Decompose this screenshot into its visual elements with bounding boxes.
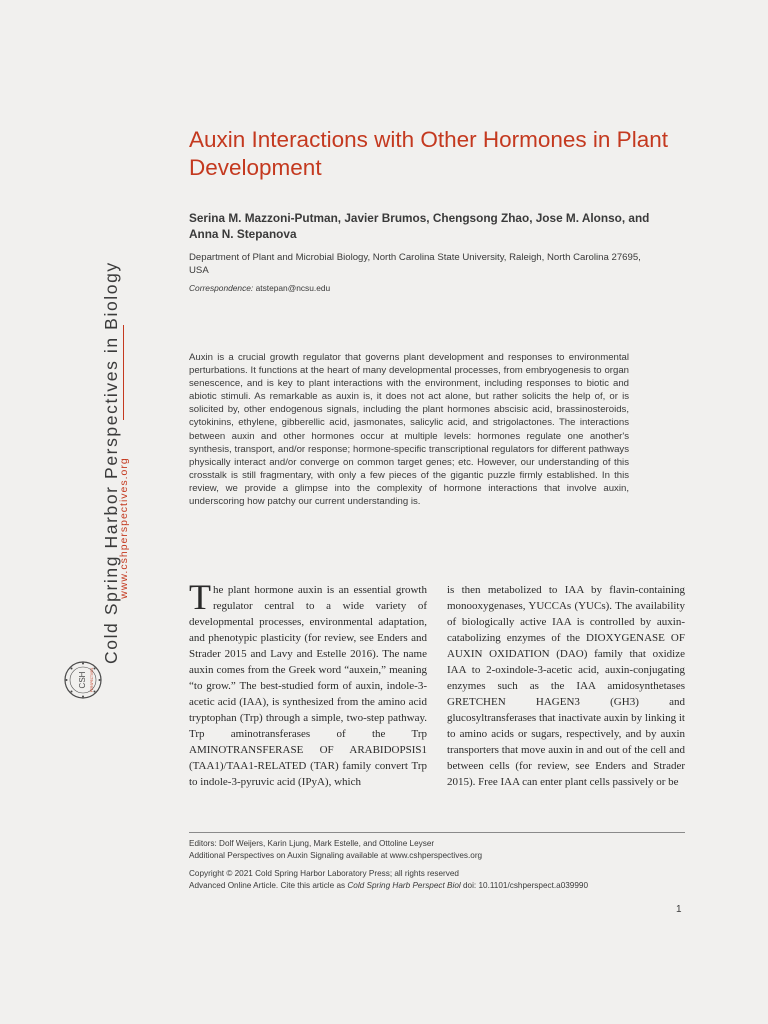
journal-name: Cold Spring Harbor Perspectives in Biology	[101, 261, 121, 664]
author-list: Serina M. Mazzoni-Putman, Javier Brumos, Chengsong Zhao, Jose M. Alonso, and Anna N. Stepanova	[189, 211, 650, 241]
body-left-text: he plant hormone auxin is an essential growth regulator central to a wide variety of developmental processes, environmental adaptation, and phenotypic plasticity (for review, see Enders and Strader 2015 and Lavy and Estelle 2016). The name auxin comes from the Greek word “auxein,” meaning “to grow.” The best-studied form of auxin, indole-3-acetic acid (IAA), is synthesized from the amino acid tryptophan (Trp) through a simple, two-step pathway. Trp aminotransferases of the Trp AMINOTRANSFERASE OF ARABIDOPSIS1 (TAA1)/TAA1-RELATED (TAR) family convert Trp to indole-3-pyruvic acid (IPyA), which	[189, 584, 427, 788]
affiliation: Department of Plant and Microbial Biology, North Carolina State University, Raleigh, North Carolina 27695, USA	[189, 252, 641, 276]
body-column-left	[189, 577, 427, 790]
correspondence-label: Correspondence:	[189, 283, 254, 293]
citation-journal: Cold Spring Harb Perspect Biol	[347, 881, 461, 890]
correspondence	[189, 283, 659, 293]
csh-logo-icon	[63, 660, 103, 700]
page-number: 1	[676, 904, 682, 915]
footer-citation	[189, 880, 689, 892]
body-column-right: is then metabolized to IAA by flavin-containing monooxygenases, YUCCAs (YUCs). The availability of biologically active IAA is controlled by auxin-catabolizing enzymes of the DIOXYGENASE OF AUXIN OXIDATION (DAO) family that oxidize IAA to 2-oxindole-3-acetic acid, auxin-conjugating enzymes such as the IAA amidosynthetases GRETCHEN HAGEN3 (GH3) and glucosyltransferases that inactivate auxin by linking it to amino acids or sugars, respectively, and by auxin transporters that move auxin in and out of the cell and between cells (for review, see Enders and Strader 2015). Free IAA can enter plant cells passively or be	[447, 584, 685, 788]
journal-sidebar	[62, 261, 142, 735]
footer-editors: Editors: Dolf Weijers, Karin Ljung, Mark Estelle, and Ottoline Leyser	[189, 839, 435, 848]
citation-doi[interactable]: doi: 10.1101/cshperspect.a039990	[462, 881, 589, 890]
footer-copyright: Copyright © 2021 Cold Spring Harbor Laboratory Press; all rights reserved	[189, 869, 459, 878]
article-title: Auxin Interactions with Other Hormones in Plant Development	[189, 127, 668, 180]
footer-additional: Additional Perspectives on Auxin Signaling available at www.cshperspectives.org	[189, 851, 483, 860]
citation-prefix: Advanced Online Article. Cite this article as	[189, 881, 346, 890]
logo-subtext: PERSPECTIVES	[90, 667, 94, 693]
footer-divider	[189, 832, 685, 833]
abstract: Auxin is a crucial growth regulator that governs plant development and responses to environmental perturbations. It functions at the heart of many developmental processes, from embryogenesis to organ senescence, and is key to plant interactions with the environment, including responses to biotic and abiotic stimuli. As remarkable as auxin is, it does not act alone, but rather solicits the help of, or is solicited by, other endogenous signals, including the plant hormones abscisic acid, brassinosteroids, cytokinins, ethylene, gibberellic acid, jasmonates, salicylic acid, and strigolactones. The interactions between auxin and other hormones occur at multiple levels: hormones regulate one another's synthesis, transport, and/or response; hormone-specific transcriptional regulators for different pathways physically interact and/or converge on common target genes; etc. However, our understanding of this crosstalk is still fragmentary, with only a few pieces of the gigantic puzzle firmly established. In this review, we provide a glimpse into the complexity of hormone interactions that involve auxin, underscoring how patchy our current understanding is.	[189, 352, 629, 508]
correspondence-email[interactable]: atstepan@ncsu.edu	[255, 283, 331, 293]
logo-text: CSH	[78, 671, 87, 689]
journal-url-link[interactable]: www.cshperspectives.org	[118, 457, 130, 599]
sidebar-divider	[123, 325, 124, 420]
drop-cap: T	[189, 577, 211, 617]
